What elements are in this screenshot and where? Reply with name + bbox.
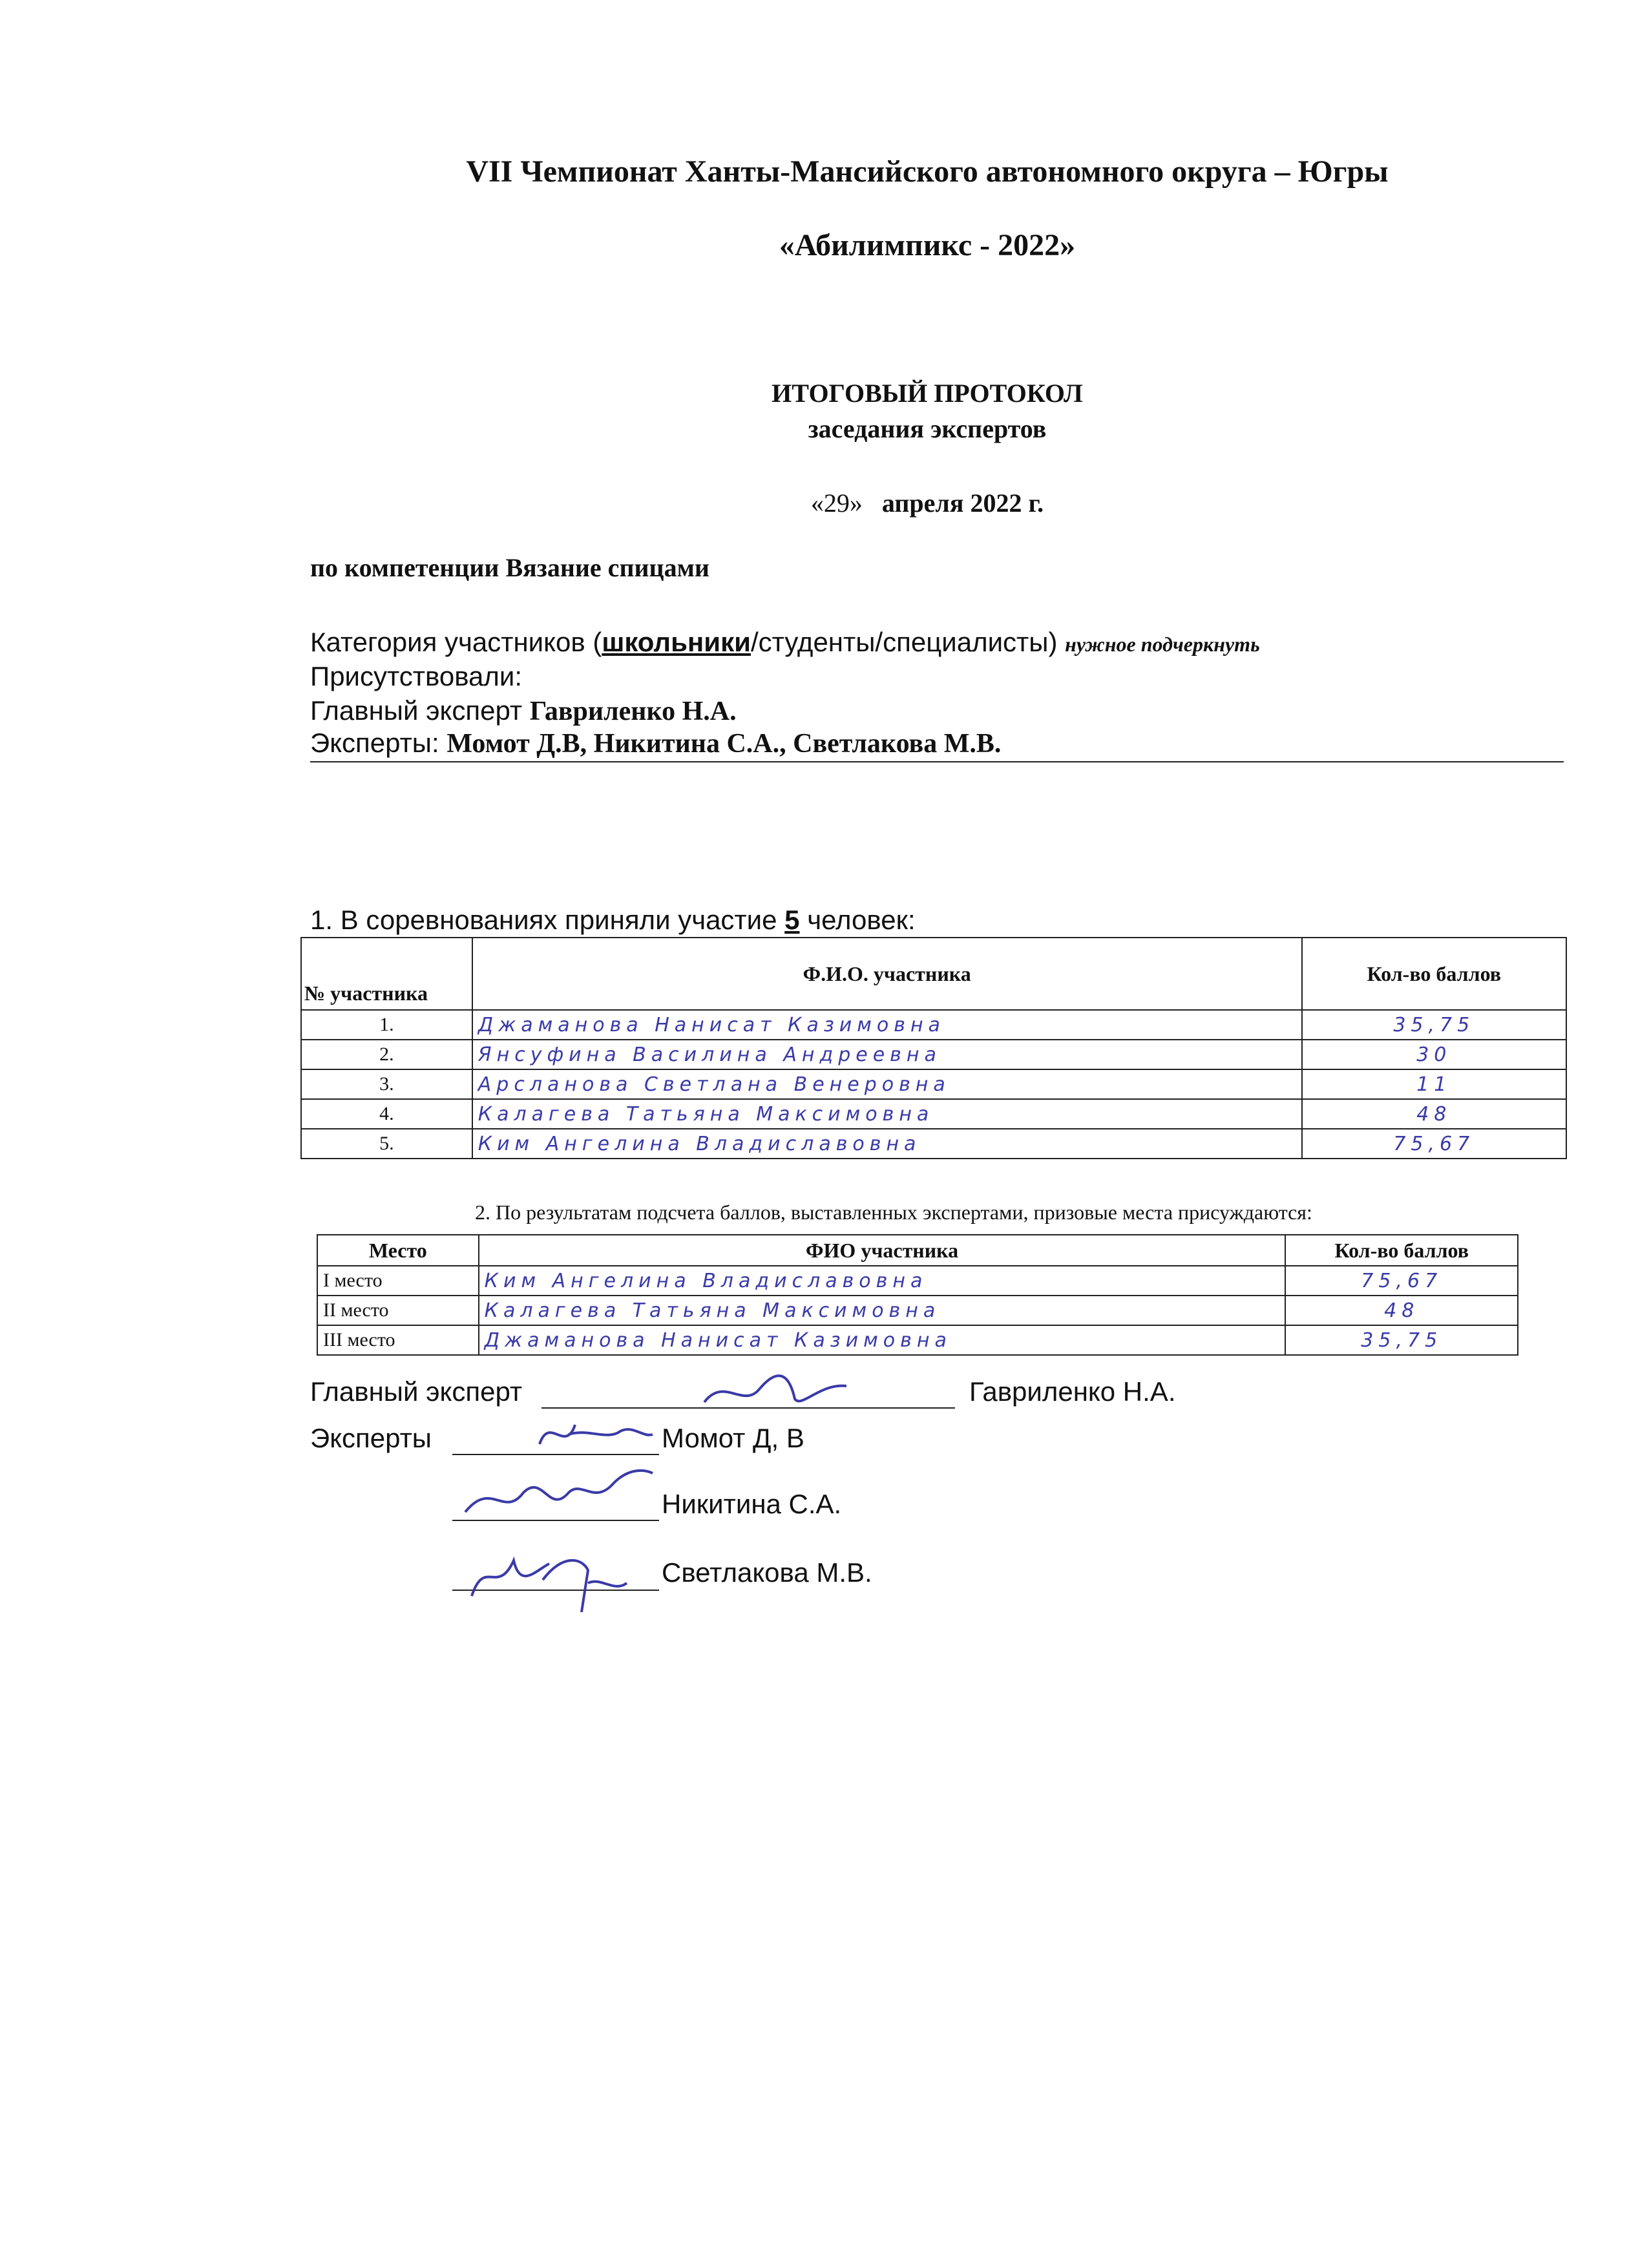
date-rest: апреля 2022 г. xyxy=(881,488,1044,518)
row-place: II место xyxy=(317,1296,479,1325)
row-name: Янсуфина Василина Андреевна xyxy=(472,1040,1302,1069)
category-line xyxy=(310,627,1260,658)
expert3-name: Светлакова М.В. xyxy=(662,1557,872,1588)
winners-header-row xyxy=(317,1235,1518,1266)
present-label: Присутствовали: xyxy=(310,661,523,691)
table-row xyxy=(301,1040,1566,1069)
winners-table xyxy=(317,1234,1518,1356)
row-num: 2. xyxy=(301,1040,472,1069)
chief-expert-line xyxy=(310,695,737,727)
row-score: 11 xyxy=(1302,1069,1566,1099)
row-name: Джаманова Нанисат Казимовна xyxy=(472,1010,1302,1040)
row-name: Арсланова Светлана Венеровна xyxy=(472,1069,1302,1099)
participants-header-row xyxy=(301,938,1566,1010)
protocol-date xyxy=(0,488,1649,518)
row-name: Джаманова Нанисат Казимовна xyxy=(479,1325,1286,1355)
row-score: 75,67 xyxy=(1302,1129,1566,1159)
row-score: 35,75 xyxy=(1285,1325,1518,1355)
header-score: Кол-во баллов xyxy=(1302,938,1566,1010)
protocol-subtitle: заседания экспертов xyxy=(808,414,1047,443)
row-name: Калагева Татьяна Максимовна xyxy=(479,1296,1286,1325)
expert1-signature xyxy=(530,1409,659,1457)
row-name: Калагева Татьяна Максимовна xyxy=(472,1099,1302,1129)
row-place: I место xyxy=(317,1266,479,1296)
experts-label: Эксперты: xyxy=(310,728,439,758)
row-num: 5. xyxy=(301,1129,472,1159)
row-name: Ким Ангелина Владиславовна xyxy=(472,1129,1302,1159)
table-row xyxy=(317,1296,1518,1325)
row-num: 3. xyxy=(301,1069,472,1099)
event-title: VII Чемпионат Ханты-Мансийского автономного округа – Югры xyxy=(466,154,1389,189)
date-day: «29» xyxy=(810,488,863,518)
experts-names: Момот Д.В, Никитина С.А., Светлакова М.В. xyxy=(446,729,1002,759)
table-row xyxy=(301,1129,1566,1159)
table-row xyxy=(301,1010,1566,1040)
row-num: 1. xyxy=(301,1010,472,1040)
category-prefix: Категория участников ( xyxy=(310,627,602,657)
row-score: 35,75 xyxy=(1302,1010,1566,1040)
table-row xyxy=(301,1069,1566,1099)
chief-expert-label: Главный эксперт xyxy=(310,695,523,726)
participant-count: 5 xyxy=(784,905,800,935)
chief-signature xyxy=(698,1363,853,1415)
expert3-signature xyxy=(452,1531,646,1615)
competence-label: по компетенции Вязание спицами xyxy=(310,553,709,582)
protocol-title: ИТОГОВЫЙ ПРОТОКОЛ xyxy=(772,379,1083,408)
header-name: ФИО участника xyxy=(479,1235,1286,1266)
experts-signature-label: Эксперты xyxy=(310,1423,432,1453)
chief-signature-name: Гавриленко Н.А. xyxy=(969,1376,1176,1407)
chief-signature-label: Главный эксперт xyxy=(310,1376,523,1407)
category-note: нужное подчеркнуть xyxy=(1065,633,1260,656)
table-row xyxy=(317,1325,1518,1355)
row-place: III место xyxy=(317,1325,479,1355)
section1-intro xyxy=(310,905,916,936)
header-score: Кол-во баллов xyxy=(1285,1235,1518,1266)
header-num: № участника xyxy=(301,938,472,1010)
participants-table xyxy=(300,937,1567,1159)
row-name: Ким Ангелина Владиславовна xyxy=(479,1266,1286,1296)
expert1-name: Момот Д, В xyxy=(662,1423,804,1453)
chief-expert-name: Гавриленко Н.А. xyxy=(529,697,737,726)
row-score: 75,67 xyxy=(1285,1266,1518,1296)
row-score: 48 xyxy=(1285,1296,1518,1325)
table-row xyxy=(301,1099,1566,1129)
row-score: 48 xyxy=(1302,1099,1566,1129)
experts-line xyxy=(310,728,1564,762)
expert2-signature xyxy=(452,1454,659,1531)
category-selected: школьники xyxy=(602,627,751,657)
table-row xyxy=(317,1266,1518,1296)
row-score: 30 xyxy=(1302,1040,1566,1069)
event-subtitle: «Абилимпикс - 2022» xyxy=(779,228,1076,262)
expert2-name: Никитина С.А. xyxy=(662,1489,842,1519)
section2-intro: 2. По результатам подсчета баллов, выставленных экспертами, призовые места присуждаются: xyxy=(475,1201,1312,1224)
row-num: 4. xyxy=(301,1099,472,1129)
section1-prefix: 1. В соревнованиях приняли участие xyxy=(310,905,777,935)
category-rest: /студенты/специалисты) xyxy=(750,627,1058,657)
section1-suffix: человек: xyxy=(807,905,916,935)
header-place: Место xyxy=(317,1235,479,1266)
header-name: Ф.И.О. участника xyxy=(472,938,1302,1010)
